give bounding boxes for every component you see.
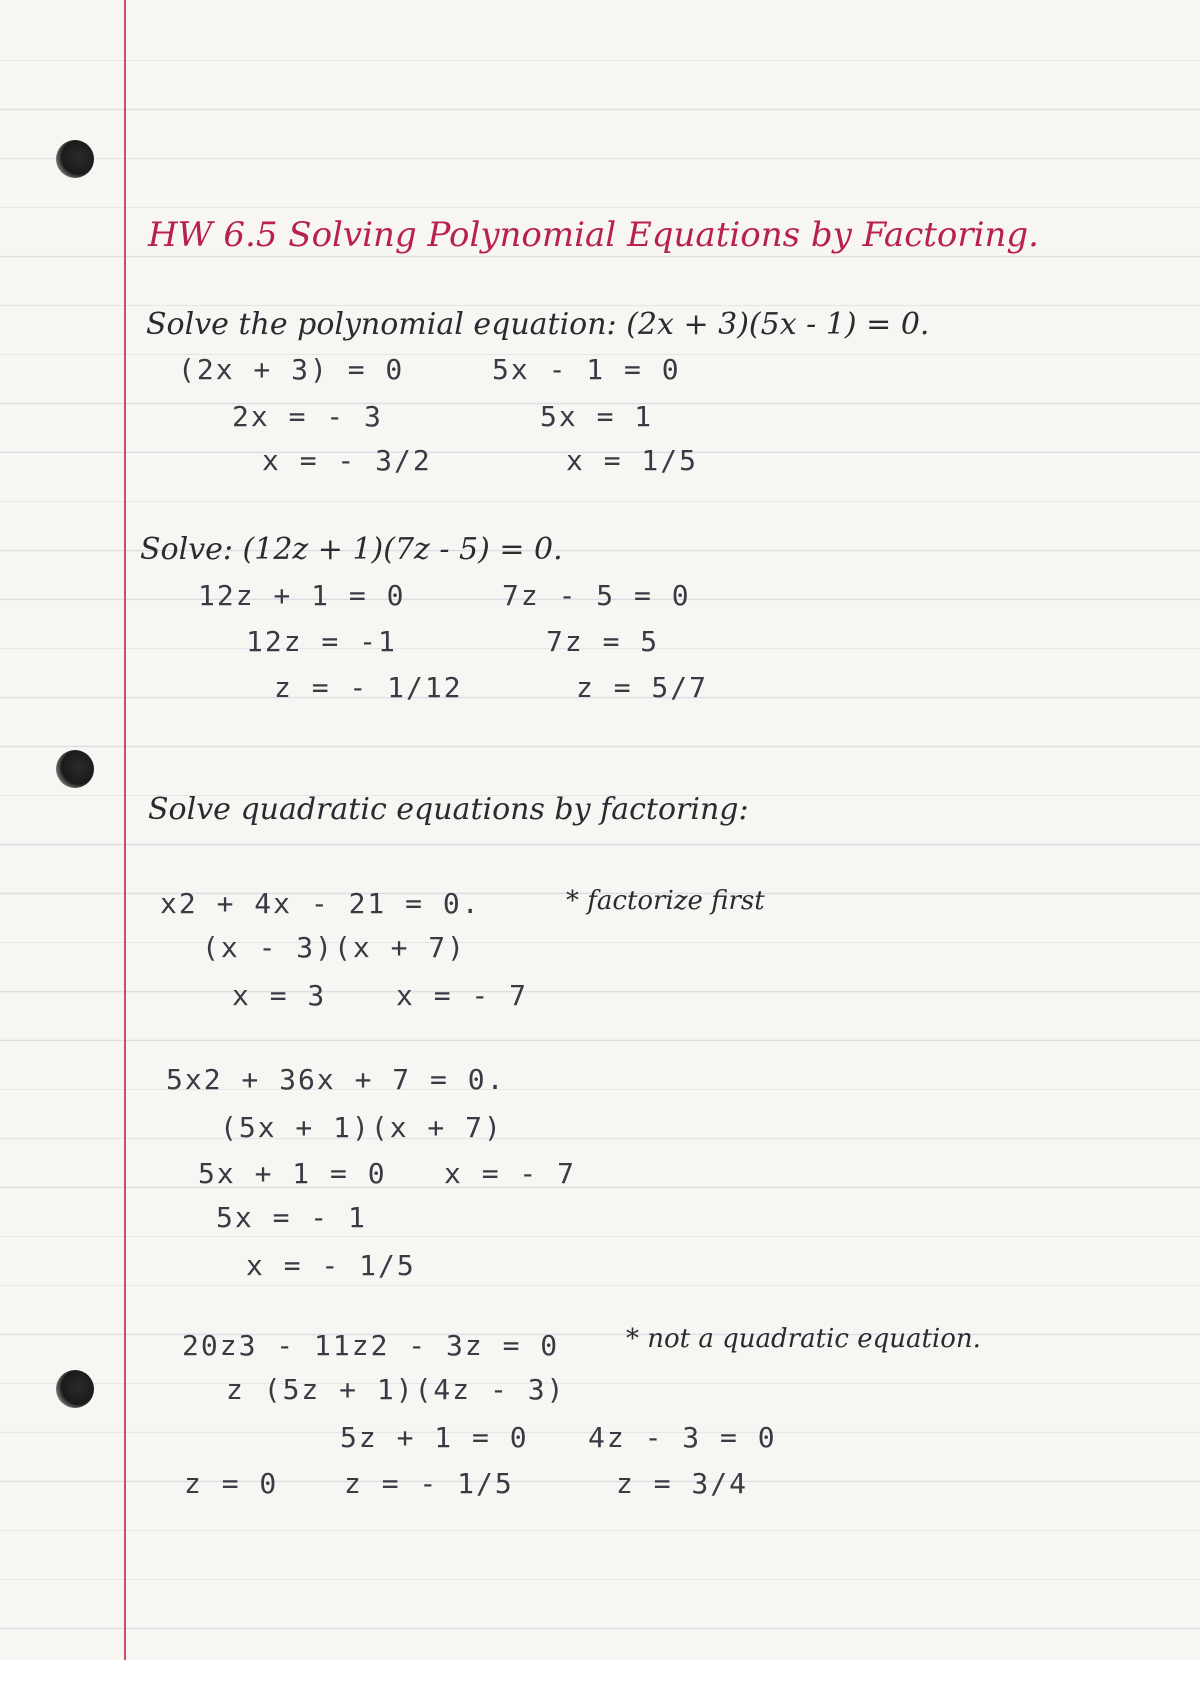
q1-note: * factorize first	[566, 886, 765, 916]
q3-solution0: z = 0	[184, 1467, 279, 1500]
p1-right-solution: x = 1/5	[566, 444, 699, 477]
binder-hole-bottom	[56, 1370, 94, 1408]
q3-solution1: z = - 1/5	[344, 1467, 514, 1500]
p1-left-step1: (2x + 3) = 0	[178, 353, 405, 386]
p2-left-solution: z = - 1/12	[274, 671, 463, 704]
q2-factored: (5x + 1)(x + 7)	[220, 1111, 503, 1144]
q2-solution2: x = - 7	[444, 1157, 577, 1190]
p2-left-step2: 12z = -1	[246, 625, 397, 658]
q3-factored: z (5z + 1)(4z - 3)	[226, 1373, 566, 1406]
q3-note: * not a quadratic equation.	[626, 1324, 981, 1354]
p1-left-step2: 2x = - 3	[232, 400, 383, 433]
q3-step-mid: 5z + 1 = 0	[340, 1421, 529, 1454]
q3-step-right: 4z - 3 = 0	[588, 1421, 777, 1454]
binder-hole-middle	[56, 750, 94, 788]
p2-right-solution: z = 5/7	[576, 671, 709, 704]
p1-right-step1: 5x - 1 = 0	[492, 353, 681, 386]
q1-solution1: x = 3	[232, 979, 327, 1012]
q2-step2: 5x = - 1	[216, 1201, 367, 1234]
q3-equation: 20z3 - 11z2 - 3z = 0	[182, 1329, 560, 1362]
q2-equation: 5x2 + 36x + 7 = 0.	[166, 1063, 506, 1096]
p2-right-step2: 7z = 5	[546, 625, 660, 658]
problem2-prompt: Solve: (12z + 1)(7z - 5) = 0.	[140, 532, 563, 567]
p2-right-step1: 7z - 5 = 0	[502, 579, 691, 612]
margin-line	[124, 0, 126, 1660]
binder-hole-top	[56, 140, 94, 178]
section-heading: Solve quadratic equations by factoring:	[148, 792, 749, 827]
q1-solution2: x = - 7	[396, 979, 529, 1012]
p2-left-step1: 12z + 1 = 0	[198, 579, 406, 612]
p1-left-solution: x = - 3/2	[262, 444, 432, 477]
page-bottom-edge	[0, 1660, 1200, 1698]
p1-right-step2: 5x = 1	[540, 400, 654, 433]
q2-solution1: x = - 1/5	[246, 1249, 416, 1282]
q2-step1: 5x + 1 = 0	[198, 1157, 387, 1190]
q1-equation: x2 + 4x - 21 = 0.	[160, 887, 481, 920]
q1-factored: (x - 3)(x + 7)	[202, 931, 467, 964]
page-title: HW 6.5 Solving Polynomial Equations by Factoring.	[148, 215, 1039, 255]
q3-solution2: z = 3/4	[616, 1467, 749, 1500]
problem1-prompt: Solve the polynomial equation: (2x + 3)(5x - 1) = 0.	[146, 307, 930, 342]
